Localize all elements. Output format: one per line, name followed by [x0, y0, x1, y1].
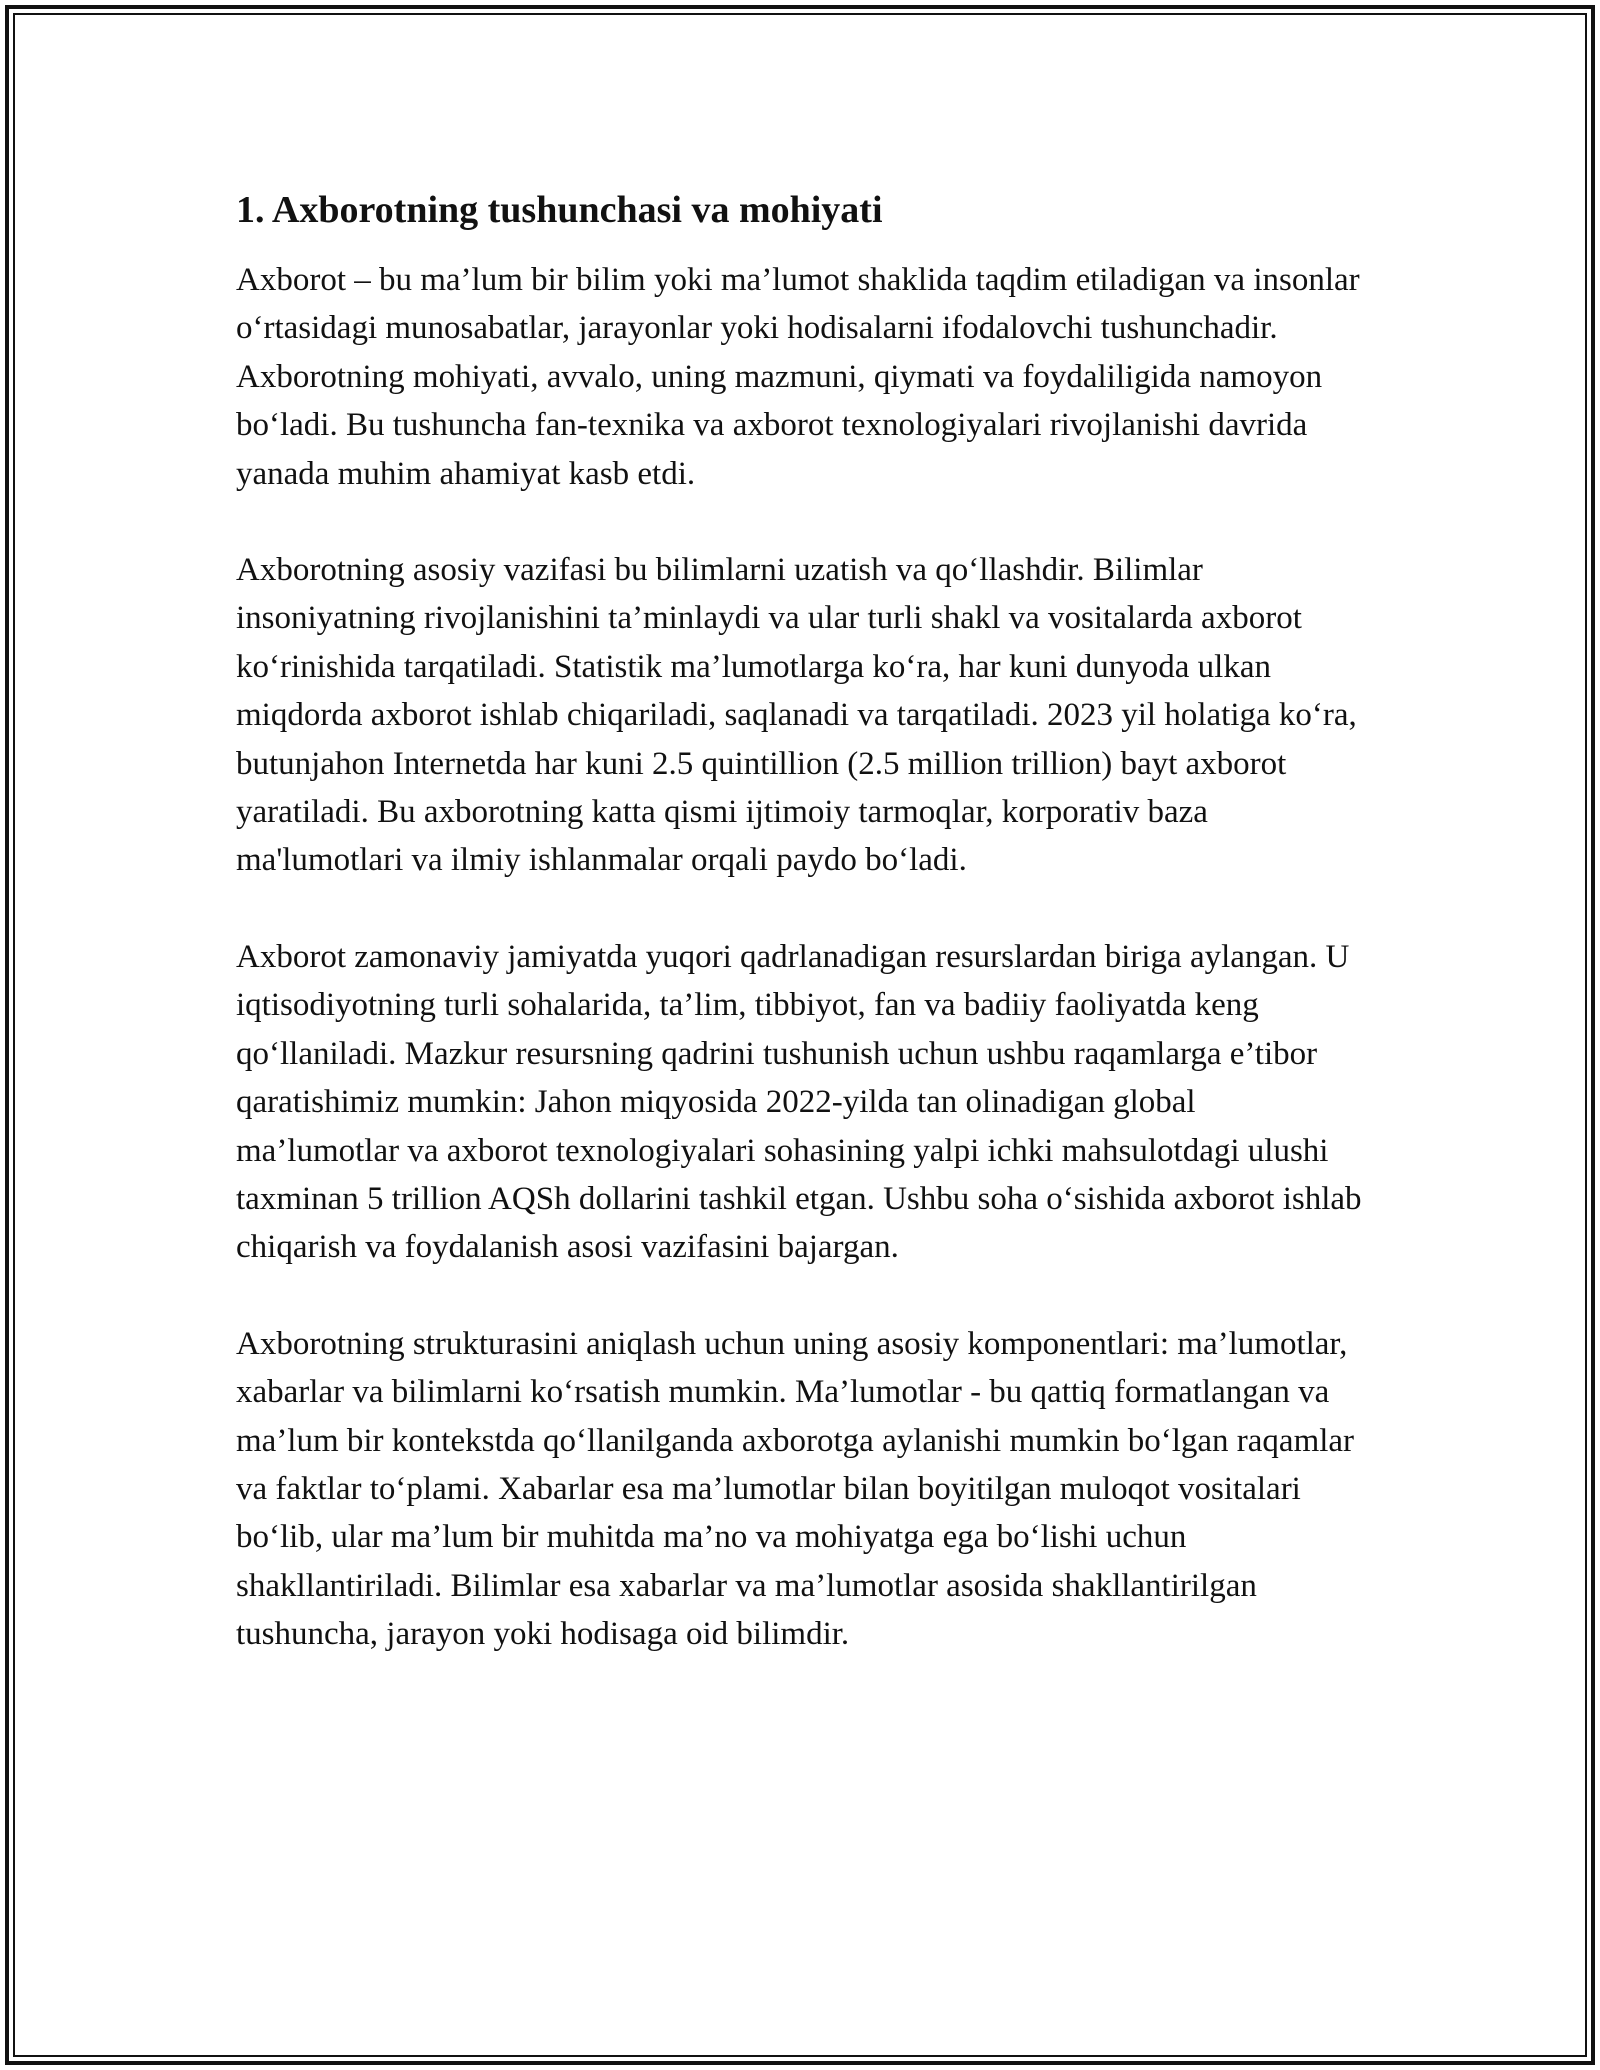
paragraph-2: Axborotning asosiy vazifasi bu bilimlarni uzatish va qo‘llashdir. Bilimlar insoniyatning rivojlanishini ta’minlaydi va ular turli shakl va vositalarda axborot ko‘rinishida tarqatiladi. Statistik ma’lumotlarga ko‘ra, har kuni dunyoda ulkan miqdorda axborot ishlab chiqariladi, saqlanadi va tarqatiladi. 2023 yil holatiga ko‘ra, butunjahon Internetda har kuni 2.5 quintillion (2.5 million trillion) bayt axborot yaratiladi. Bu axborotning katta qismi ijtimoiy tarmoqlar, korporativ baza ma'lumotlari va ilmiy ishlanmalar orqali paydo bo‘ladi.: [236, 552, 1357, 879]
paragraph-1: Axborot – bu ma’lum bir bilim yoki ma’lumot shaklida taqdim etiladigan va insonlar o‘rtasidagi munosabatlar, jarayonlar yoki hodisalarni ifodalovchi tushunchadir. Axborotning mohiyati, avvalo, uning mazmuni, qiymati va foydaliligida namoyon bo‘ladi. Bu tushuncha fan-texnika va axborot texnologiyalari rivojlanishi davrida yanada muhim ahamiyat kasb etdi.: [236, 262, 1360, 492]
section-heading: 1. Axborotning tushunchasi va mohiyati: [236, 189, 883, 231]
paragraph-4: Axborotning strukturasini aniqlash uchun uning asosiy komponentlari: ma’lumotlar, xabarlar va bilimlarni ko‘rsatish mumkin. Ma’lumotlar - bu qattiq formatlangan va ma’lum bir kontekstda qo‘llanilganda axborotga aylanishi mumkin bo‘lgan raqamlar va faktlar to‘plami. Xabarlar esa ma’lumotlar bilan boyitilgan muloqot vositalari bo‘lib, ular ma’lum bir muhitda ma’no va mohiyatga ega bo‘lishi uchun shakllantiriladi. Bilimlar esa xabarlar va ma’lumotlar asosida shakllantirilgan tushuncha, jarayon yoki hodisaga oid bilimdir.: [236, 1325, 1355, 1653]
paragraph-3: Axborot zamonaviy jamiyatda yuqori qadrlanadigan resurslardan biriga aylangan. U iqtisodiyotning turli sohalarida, ta’lim, tibbiyot, fan va badiiy faoliyatda keng qo‘llaniladi. Mazkur resursning qadrini tushunish uchun ushbu raqamlarga e’tibor qaratishimiz mumkin: Jahon miqyosida 2022-yilda tan olinadigan global ma’lumotlar va axborot texnologiyalari sohasining yalpi ichki mahsulotdagi ulushi taxminan 5 trillion AQSh dollarini tashkil etgan. Ushbu soha o‘sishida axborot ishlab chiqarish va foydalanish asosi vazifasini bajargan.: [236, 938, 1362, 1266]
document-body: [236, 186, 1366, 1659]
